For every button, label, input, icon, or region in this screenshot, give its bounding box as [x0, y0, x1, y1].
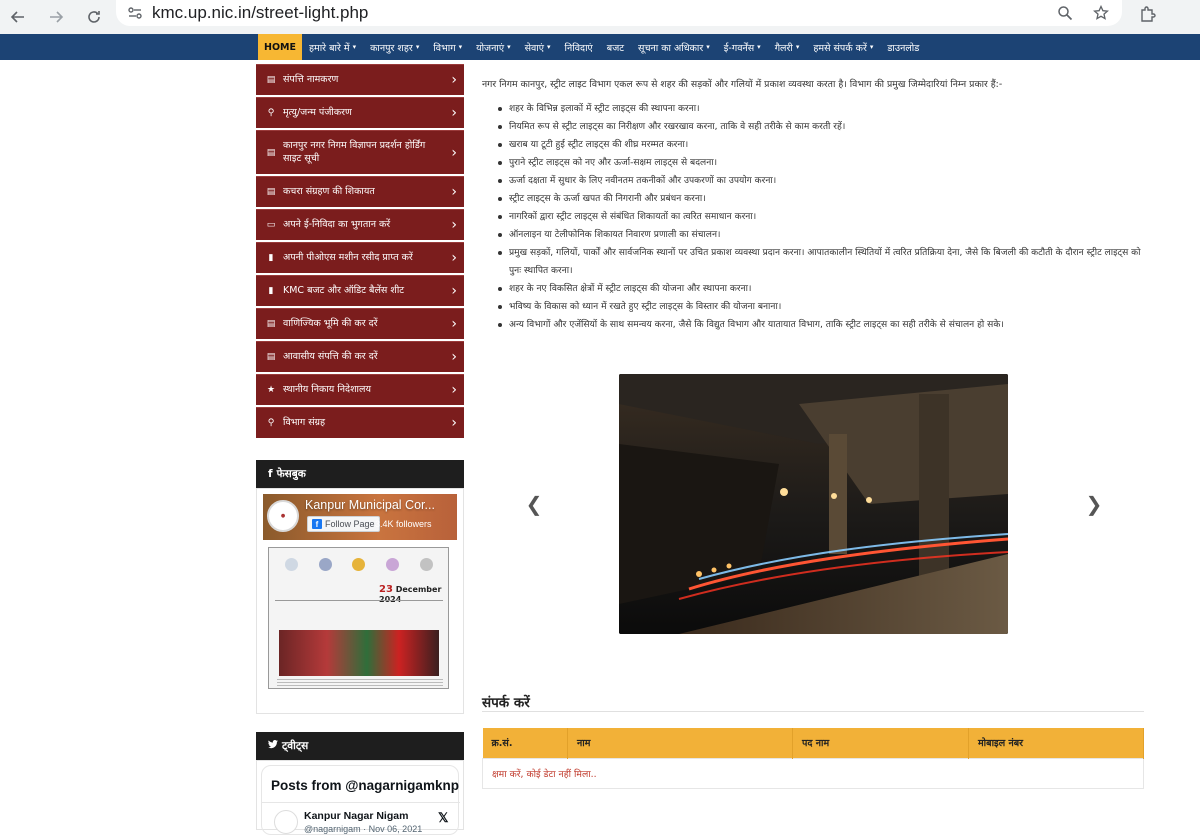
- column-mobile: मोबाइल नंबर: [969, 728, 1144, 758]
- sidebar-link-6[interactable]: [256, 275, 464, 306]
- list-item: स्ट्रीट लाइट्स के ऊर्जा खपत की निगरानी और प्रबंधन करना।: [498, 190, 1148, 208]
- nav-item-5[interactable]: [518, 34, 558, 60]
- sidebar-link-2[interactable]: [256, 130, 464, 174]
- list-item: नागरिकों द्वारा स्ट्रीट लाइट्स से संबंधित शिकायतों का त्वरित समाधान करना।: [498, 208, 1148, 226]
- list-item: भविष्य के विकास को ध्यान में रखते हुए स्ट्रीट लाइट्स के विस्तार की योजना बनाना।: [498, 298, 1148, 316]
- book-icon: ▤: [266, 352, 276, 362]
- money-icon: ▭: [266, 220, 276, 230]
- star-icon: ★: [266, 385, 276, 395]
- nav-item-label: हमारे बारे में: [308, 42, 350, 54]
- follow-page-button[interactable]: f Follow Page: [307, 516, 380, 532]
- sidebar-link-label: कानपुर नगर निगम विज्ञापन प्रदर्शन होर्डिंग साइट सूची: [283, 139, 426, 164]
- street-light-photo: [619, 374, 1008, 634]
- sidebar-link-1[interactable]: [256, 97, 464, 128]
- caret-down-icon: ▾: [869, 43, 874, 51]
- facebook-page-name[interactable]: Kanpur Municipal Cor...: [305, 498, 435, 512]
- nav-item-0[interactable]: [258, 34, 302, 60]
- empty-message: क्षमा करें, कोई डेटा नहीं मिला..: [483, 758, 1144, 788]
- intro-paragraph: नगर निगम कानपुर, स्ट्रीट लाइट विभाग एकल रूप से शहर की सड़कों और गलियों में प्रकाश व्यवस्था करता है। विभाग की प्रमुख जिम्मेदारियां निम्न प्रकार हैं:-: [482, 79, 1003, 90]
- caret-down-icon: ▾: [415, 43, 420, 51]
- sidebar-link-label: KMC बजट और ऑडिट बैलेंस शीट: [283, 284, 405, 296]
- caret-down-icon: ▾: [757, 43, 761, 51]
- sidebar-link-10[interactable]: [256, 407, 464, 438]
- nav-item-1[interactable]: [302, 34, 363, 60]
- nav-item-label: सूचना का अधिकार: [638, 42, 704, 54]
- chevron-right-icon: ›: [451, 184, 457, 200]
- x-logo-icon[interactable]: 𝕏: [438, 810, 449, 825]
- post-date: 23 December: [379, 584, 442, 595]
- sidebar-link-0[interactable]: [256, 64, 464, 95]
- nav-item-label: ई-गवर्नेंस: [723, 42, 755, 54]
- contact-table: [482, 728, 1144, 789]
- column-serial: क्र.सं.: [483, 728, 568, 758]
- contact-heading: संपर्क करें: [482, 695, 530, 711]
- column-name: नाम: [568, 728, 793, 758]
- nav-item-9[interactable]: [717, 34, 768, 60]
- book-icon: ▤: [266, 187, 276, 197]
- caret-down-icon: ▾: [706, 43, 710, 51]
- sidebar-link-label: अपने ई-निविदा का भुगतान करें: [283, 218, 391, 230]
- caret-down-icon: ▾: [507, 43, 511, 51]
- nav-item-label: हमसे संपर्क करें: [813, 42, 867, 54]
- list-item: नियमित रूप से स्ट्रीट लाइट्स का निरीक्षण और रखरखाव करना, ताकि वे सही तरीके से काम करती रहें।: [498, 118, 1148, 136]
- site-info-icon[interactable]: [124, 2, 146, 24]
- nav-item-label: डाउनलोड: [887, 42, 920, 54]
- reload-icon[interactable]: [82, 5, 106, 29]
- book-icon: ▤: [266, 75, 276, 85]
- tweets-panel-heading: ट्वीट्स: [256, 732, 464, 760]
- nav-item-label: कानपुर शहर: [370, 42, 413, 54]
- chevron-right-icon: ›: [451, 105, 457, 121]
- tweets-widget: [256, 760, 464, 834]
- duties-list: [498, 100, 1148, 334]
- column-designation: पद नाम: [793, 728, 969, 758]
- chevron-right-icon: ›: [451, 217, 457, 233]
- nav-item-label: विभाग: [433, 42, 456, 54]
- sidebar-link-label: कचरा संग्रहण की शिकायत: [283, 185, 375, 197]
- nav-item-label: सेवाएं: [524, 42, 545, 54]
- sidebar-link-label: अपनी पीओएस मशीन रसीद प्राप्त करें: [283, 251, 413, 263]
- address-bar[interactable]: [116, 0, 1122, 26]
- nav-item-10[interactable]: [768, 34, 807, 60]
- nav-item-6[interactable]: [558, 34, 600, 60]
- list-item: ऊर्जा दक्षता में सुधार के लिए नवीनतम तकनीकों और उपकरणों का उपयोग करना।: [498, 172, 1148, 190]
- account-avatar[interactable]: [274, 810, 298, 834]
- kmc-logo: ●: [267, 500, 299, 532]
- sidebar-link-5[interactable]: [256, 242, 464, 273]
- nav-item-label: गैलरी: [774, 42, 793, 54]
- facebook-icon: f: [268, 468, 273, 480]
- nav-item-2[interactable]: [363, 34, 426, 60]
- chevron-right-icon: ›: [451, 316, 457, 332]
- list-item: शहर के नए विकसित क्षेत्रों में स्ट्रीट लाइट्स की योजना और स्थापना करना।: [498, 280, 1148, 298]
- sidebar-link-8[interactable]: [256, 341, 464, 372]
- list-item: पुराने स्ट्रीट लाइट्स को नए और ऊर्जा-सक्षम लाइट्स से बदलना।: [498, 154, 1148, 172]
- caret-down-icon: ▾: [547, 43, 551, 51]
- sidebar-link-9[interactable]: [256, 374, 464, 405]
- chevron-right-icon: ›: [451, 283, 457, 299]
- account-handle: @nagarnigam · Nov 06, 2021: [304, 824, 423, 834]
- sidebar-link-label: संपत्ति नामकरण: [283, 73, 339, 85]
- nav-item-label: निविदाएं: [564, 42, 593, 54]
- list-item: ऑनलाइन या टेलीफोनिक शिकायत निवारण प्रणाली का संचालन।: [498, 226, 1148, 244]
- nav-item-label: बजट: [606, 42, 625, 54]
- nav-item-12[interactable]: [880, 34, 926, 60]
- map-pin-icon: ⚲: [267, 418, 275, 428]
- file-icon: ▮: [268, 286, 274, 296]
- tweets-posts-from[interactable]: Posts from @nagarnigamknp: [271, 778, 459, 793]
- twitter-bird-icon: [268, 740, 278, 752]
- nav-item-label: योजनाएं: [476, 42, 505, 54]
- bookmark-star-icon[interactable]: [1090, 2, 1112, 24]
- chevron-right-icon: ›: [451, 250, 457, 266]
- account-name[interactable]: Kanpur Nagar Nigam: [304, 810, 409, 822]
- nav-item-11[interactable]: [806, 34, 880, 60]
- follower-count: 3.4K followers: [375, 519, 432, 529]
- list-item: खराब या टूटी हुई स्ट्रीट लाइट्स की शीघ्र मरम्मत करना।: [498, 136, 1148, 154]
- book-icon: ▤: [266, 319, 276, 329]
- caret-down-icon: ▾: [458, 43, 463, 51]
- facebook-widget: [256, 488, 464, 714]
- sidebar-link-7[interactable]: [256, 308, 464, 339]
- zoom-icon[interactable]: [1054, 2, 1076, 24]
- nav-item-7[interactable]: [600, 34, 631, 60]
- nav-item-label: HOME: [264, 41, 296, 53]
- carousel-prev-button[interactable]: ❮: [525, 492, 543, 516]
- list-item: शहर के विभिन्न इलाकों में स्ट्रीट लाइट्स की स्थापना करना।: [498, 100, 1148, 118]
- table-row: [483, 758, 1144, 788]
- post-photo: [279, 630, 439, 676]
- main-navigation: [0, 34, 1200, 60]
- chevron-right-icon: ›: [451, 144, 457, 161]
- nav-item-8[interactable]: [631, 34, 717, 60]
- chevron-right-icon: ›: [451, 415, 457, 431]
- map-pin-icon: ⚲: [267, 108, 275, 118]
- sidebar-link-4[interactable]: [256, 209, 464, 240]
- url-text[interactable]: kmc.up.nic.in/street-light.php: [152, 3, 369, 22]
- file-icon: ▮: [268, 253, 274, 263]
- sidebar-link-label: स्थानीय निकाय निदेशालय: [283, 383, 371, 395]
- caret-down-icon: ▾: [795, 43, 800, 51]
- facebook-post-image[interactable]: [268, 547, 449, 689]
- book-icon: ▤: [266, 147, 276, 158]
- facebook-panel-heading: f फेसबुक: [256, 460, 464, 488]
- nav-item-3[interactable]: [426, 34, 469, 60]
- facebook-page-banner[interactable]: [263, 494, 457, 540]
- carousel-next-button[interactable]: ❯: [1085, 492, 1103, 516]
- forward-arrow-icon[interactable]: [44, 5, 68, 29]
- list-item: अन्य विभागों और एजेंसियों के साथ समन्वय करना, जैसे कि विद्युत विभाग और यातायात विभाग, ताकि स्ट्रीट लाइट्स का सही तरीके से संचालन हो सके।: [498, 316, 1148, 334]
- facebook-logo-icon: f: [312, 519, 322, 529]
- chevron-right-icon: ›: [451, 349, 457, 365]
- sidebar-link-label: वाणिज्यिक भूमि की कर दरें: [283, 317, 378, 329]
- sidebar-link-label: मृत्यु/जन्म पंजीकरण: [283, 106, 352, 118]
- list-item: प्रमुख सड़कों, गलियों, पार्कों और सार्वजनिक स्थानों पर उचित प्रकाश व्यवस्था प्रदान करना। आपातकालीन स्थितियों में त्वरित प्रतिक्रिया देना, जैसे कि बिजली की कटौती के दौरान स्ट्रीट लाइट्स को पुनः स्थापित करना।: [498, 244, 1148, 280]
- sidebar-links: [256, 64, 464, 440]
- post-text-lines: [277, 678, 443, 686]
- sidebar-link-label: आवासीय संपत्ति की कर दरें: [283, 350, 378, 362]
- image-carousel: [482, 374, 1144, 634]
- back-arrow-icon[interactable]: [6, 5, 30, 29]
- chevron-right-icon: ›: [451, 382, 457, 398]
- sidebar-link-3[interactable]: [256, 176, 464, 207]
- sidebar-link-label: विभाग संग्रह: [283, 416, 326, 428]
- extensions-icon[interactable]: [1136, 2, 1160, 26]
- nav-item-4[interactable]: [469, 34, 518, 60]
- caret-down-icon: ▾: [352, 43, 357, 51]
- post-logos: [275, 554, 443, 574]
- chevron-right-icon: ›: [451, 72, 457, 88]
